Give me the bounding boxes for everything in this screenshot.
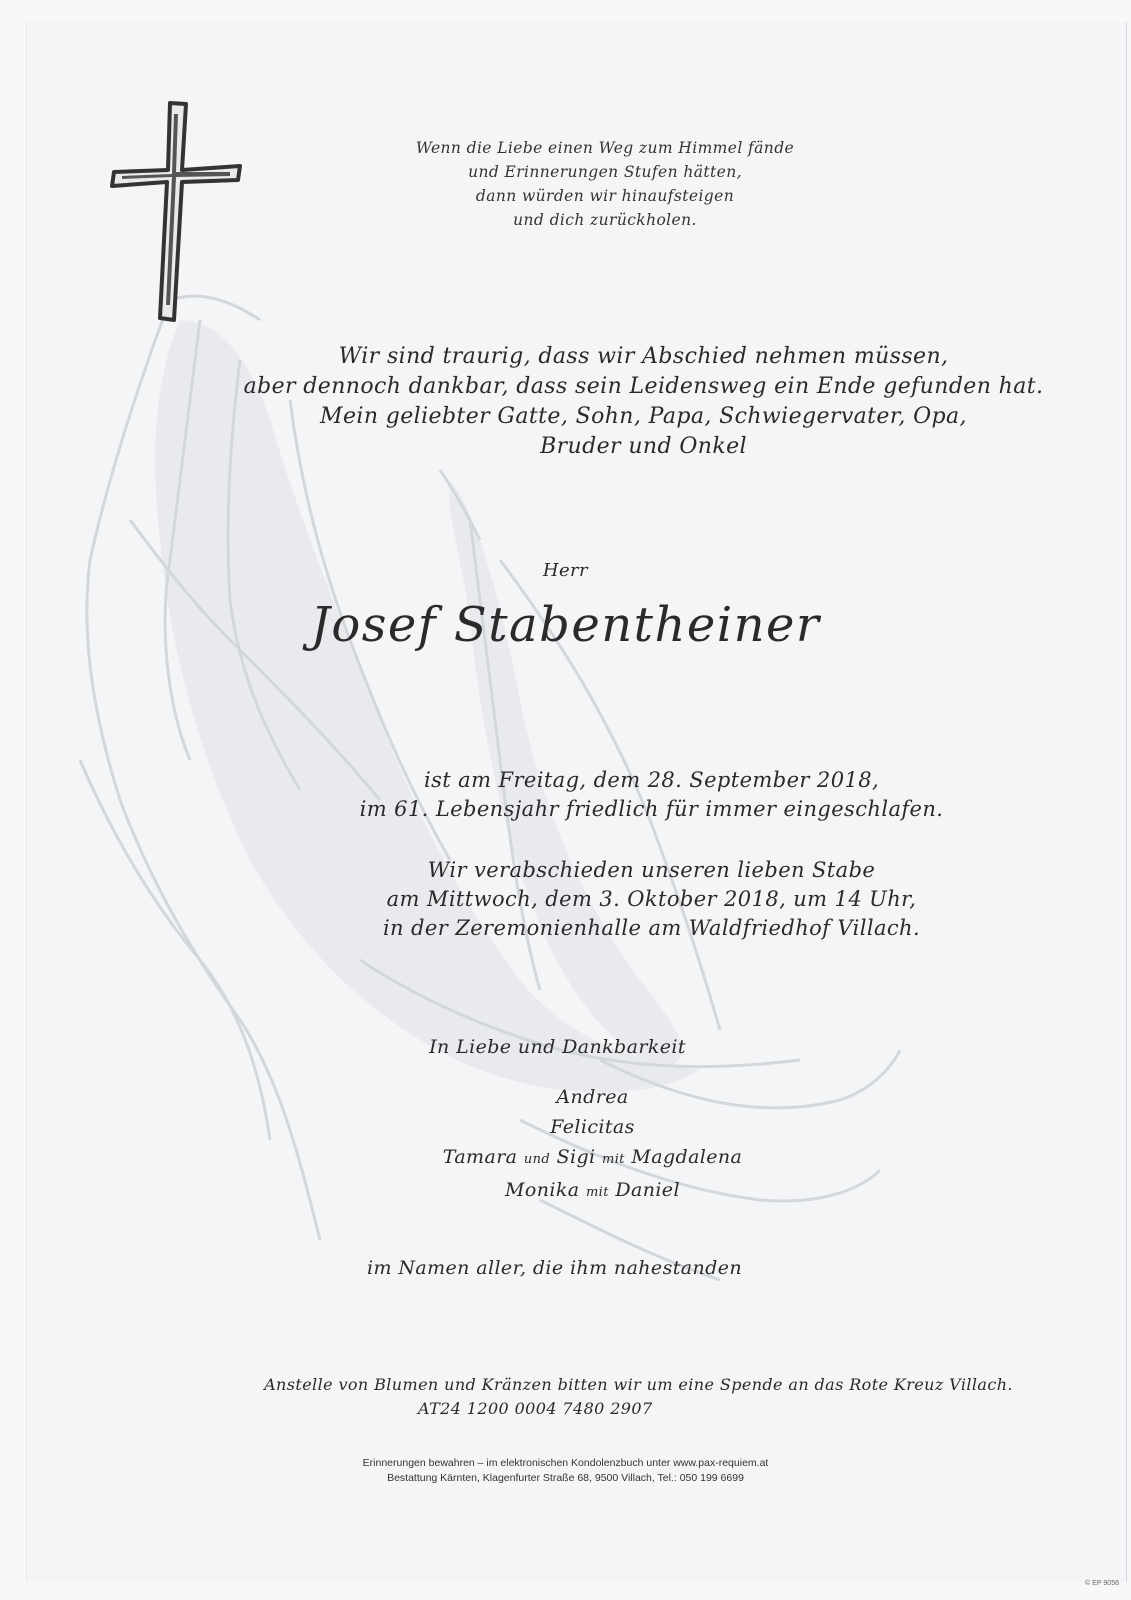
- donation-iban: AT24 1200 0004 7480 2907: [418, 1399, 653, 1418]
- funeral-line: am Mittwoch, dem 3. Oktober 2018, um 14 Uhr,: [386, 887, 917, 911]
- family-name: Sigi: [556, 1146, 596, 1168]
- cross-icon: [110, 100, 250, 325]
- family-connector: und: [523, 1152, 551, 1167]
- death-line: im 61. Lebensjahr friedlich für immer eingeschlafen.: [359, 797, 944, 821]
- intro-line: Wir sind traurig, dass wir Abschied nehmen müssen,: [338, 344, 949, 369]
- death-notice: [86, 766, 1131, 824]
- family-name: Magdalena: [631, 1146, 743, 1168]
- motto-line: und Erinnerungen Stufen hätten,: [468, 163, 742, 181]
- footer-line: Bestattung Kärnten, Klagenfurter Straße 68, 9500 Villach, Tel.: 050 199 6699: [387, 1472, 744, 1484]
- funeral-notice: [86, 856, 1131, 943]
- death-line: ist am Freitag, dem 28. September 2018,: [423, 768, 880, 792]
- copyright-mark: © EP 9056: [1085, 1580, 1119, 1587]
- intro-line: Bruder und Onkel: [540, 434, 747, 459]
- family-name: Daniel: [615, 1179, 680, 1201]
- family-connector: mit: [601, 1152, 625, 1167]
- footer-line: Erinnerungen bewahren – im elektronischen Kondolenzbuch unter www.pax-requiem.at: [362, 1457, 769, 1469]
- family-name: Tamara: [442, 1146, 518, 1168]
- motto-line: Wenn die Liebe einen Weg zum Himmel fände: [415, 139, 795, 157]
- family-member: Felicitas: [550, 1116, 635, 1138]
- family-name: Monika: [505, 1179, 580, 1201]
- love-line: In Liebe und Dankbarkeit: [429, 1036, 686, 1058]
- intro-text: [78, 342, 1131, 462]
- intro-line: aber dennoch dankbar, dass sein Leidensweg ein Ende gefunden hat.: [243, 374, 1044, 399]
- funeral-line: in der Zeremonienhalle am Waldfriedhof Villach.: [382, 916, 921, 940]
- closing-line: im Namen aller, die ihm nahestanden: [367, 1257, 742, 1279]
- motto-verse: [305, 136, 905, 232]
- donation-request: [73, 1373, 1131, 1421]
- motto-line: und dich zurückholen.: [513, 211, 697, 229]
- family-list: [27, 1082, 1131, 1208]
- family-member: [27, 1142, 1131, 1175]
- salutation: Herr: [542, 560, 589, 581]
- funeral-line: Wir verabschieden unseren lieben Stabe: [427, 858, 876, 882]
- motto-line: dann würden wir hinaufsteigen: [475, 187, 735, 205]
- family-connector: mit: [585, 1185, 609, 1200]
- deceased-name: Josef Stabentheiner: [310, 597, 821, 653]
- family-member: Andrea: [556, 1086, 629, 1108]
- family-member: [27, 1175, 1131, 1208]
- footer: [0, 1456, 1131, 1486]
- donation-text: Anstelle von Blumen und Kränzen bitten wir um eine Spende an das Rote Kreuz Villach.: [264, 1375, 1013, 1394]
- intro-line: Mein geliebter Gatte, Sohn, Papa, Schwiegervater, Opa,: [320, 404, 967, 429]
